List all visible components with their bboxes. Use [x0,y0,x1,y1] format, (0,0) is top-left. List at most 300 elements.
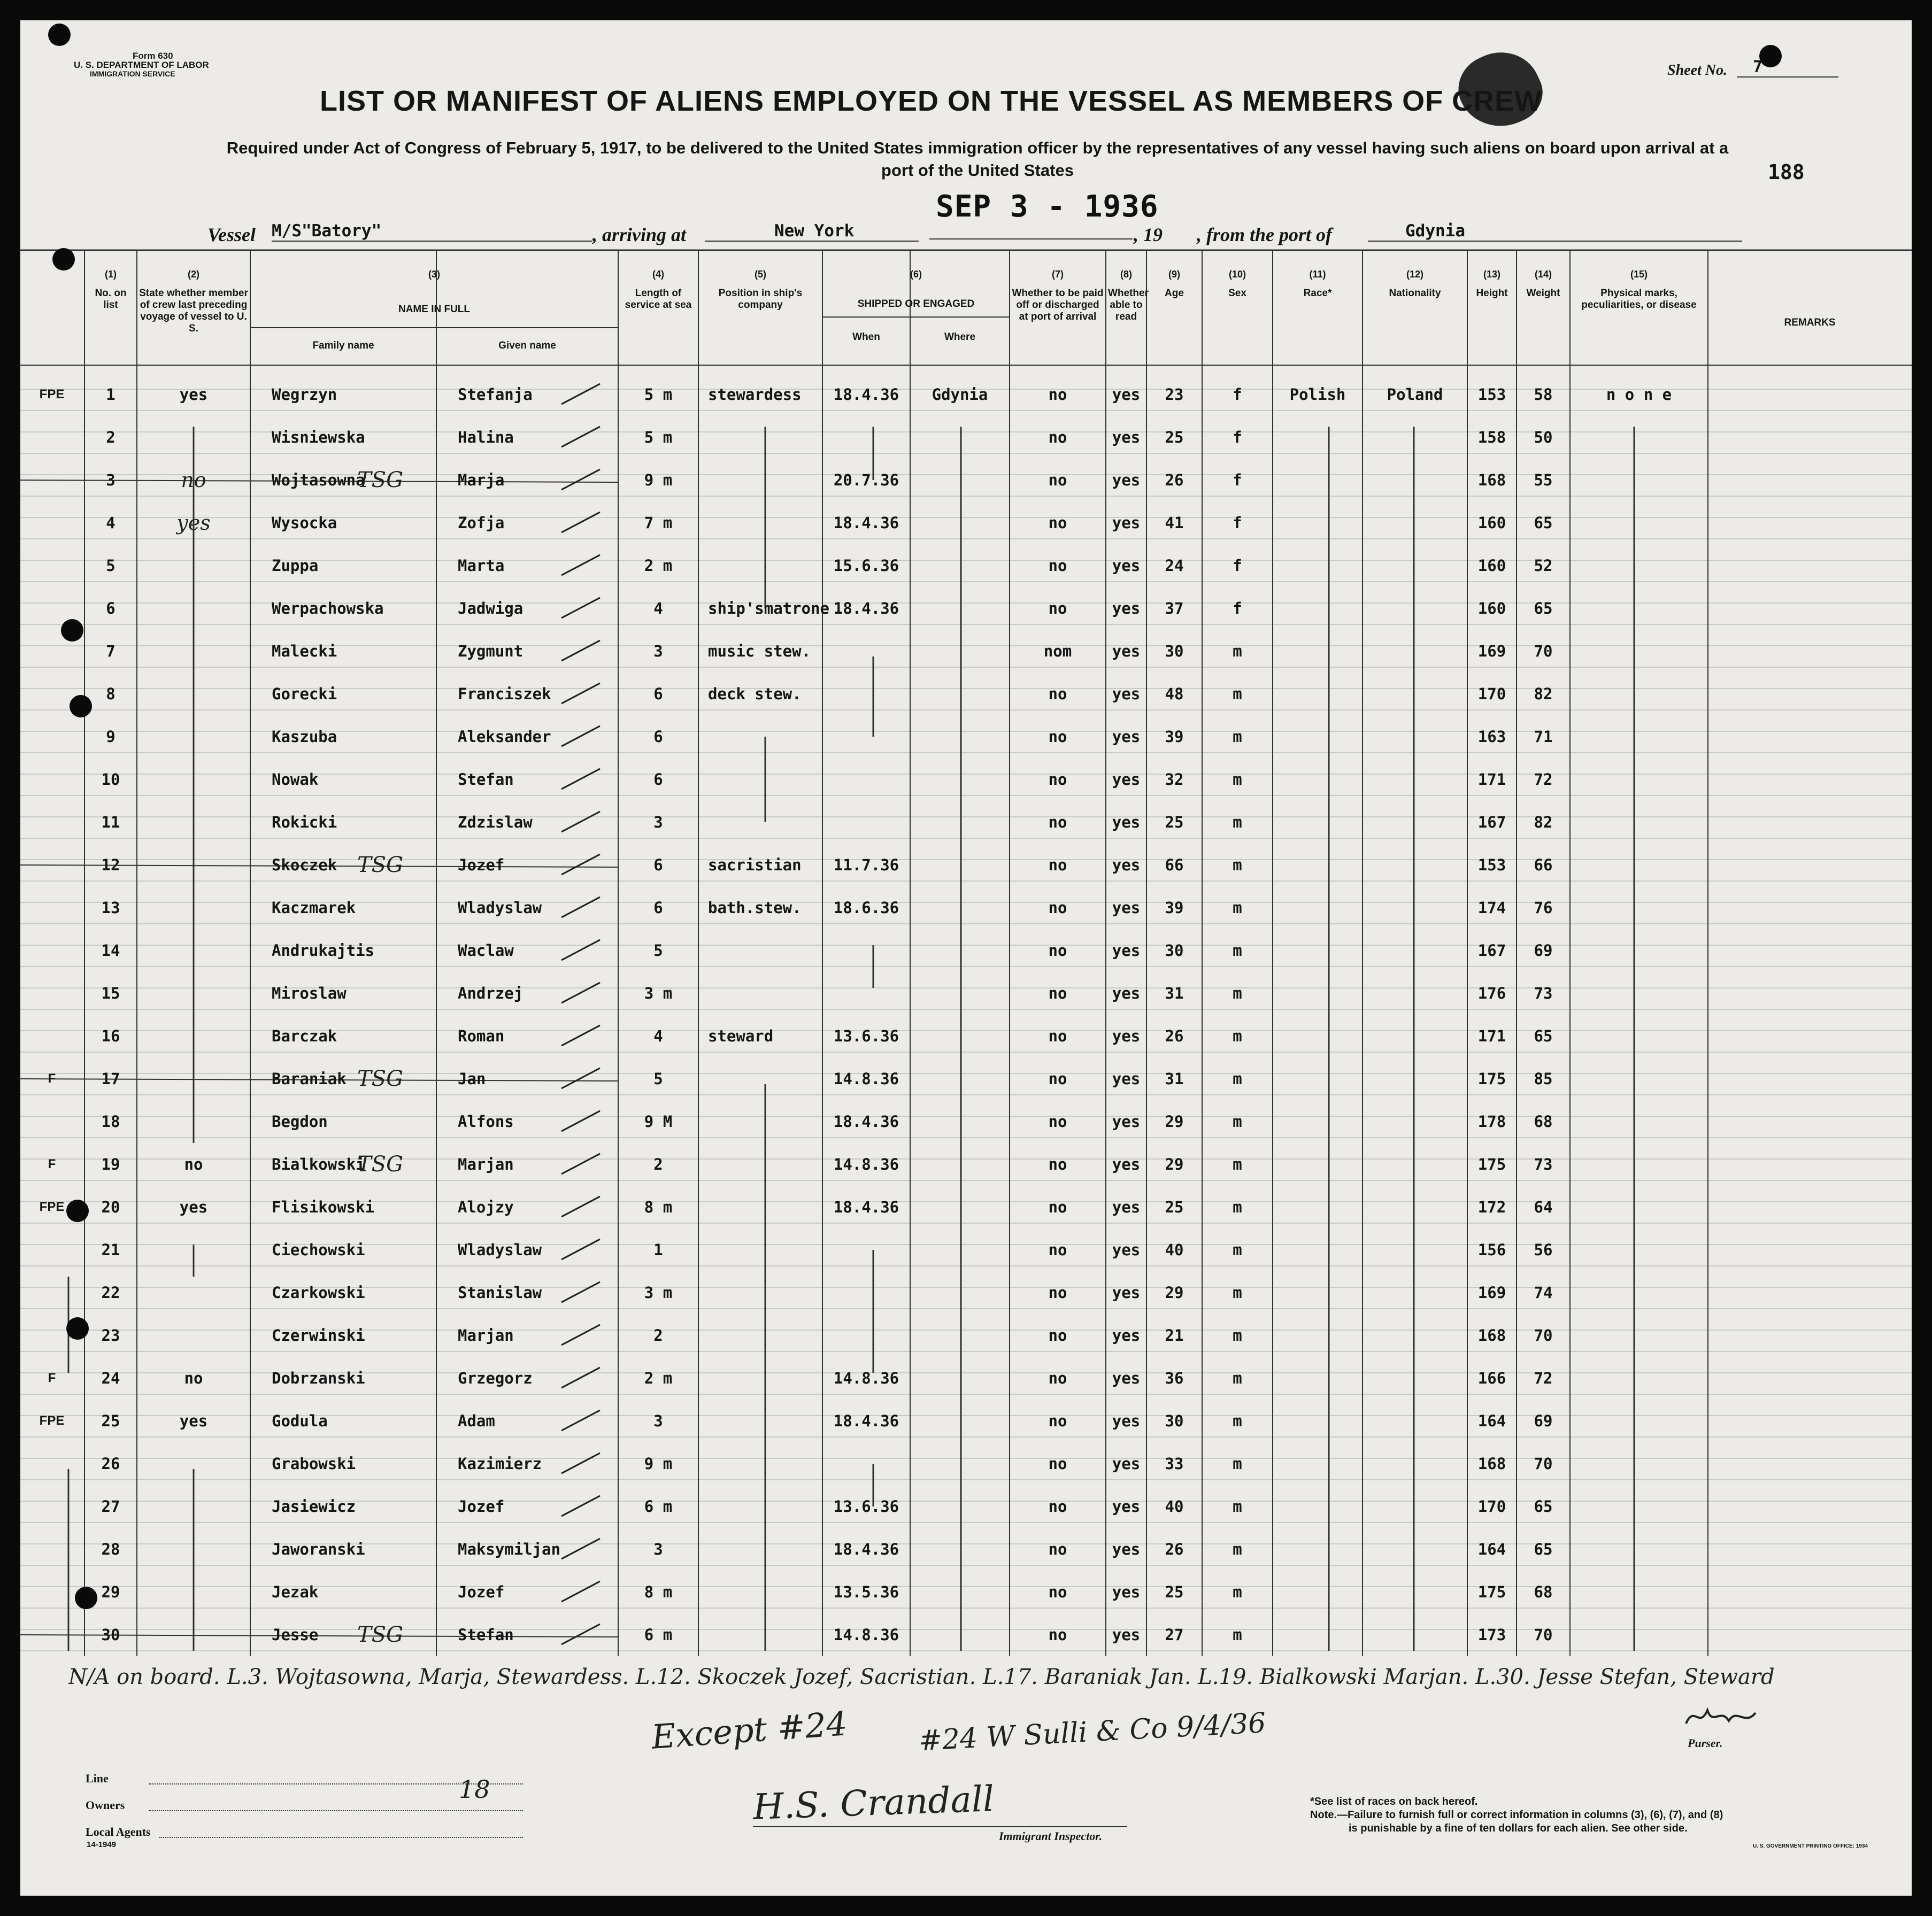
race [1273,886,1363,929]
check-mark [559,766,602,792]
race [1273,1442,1363,1485]
sex: m [1233,984,1242,1002]
punch-hole [52,248,75,271]
row-mark [20,1229,83,1271]
able-to-read: yes [1112,1112,1141,1131]
check-mark [559,1450,602,1477]
crew-previous-voyage [137,801,250,844]
weight: 69 [1534,1412,1553,1430]
table-row [20,1229,1912,1271]
sex: m [1233,856,1242,874]
nationality [1363,1528,1467,1571]
given-name: Marja [458,471,505,489]
sex: f [1233,557,1242,575]
able-to-read: yes [1112,471,1141,489]
family-name: Czarkowski [272,1284,365,1302]
row-mark [20,1271,83,1314]
age: 33 [1165,1455,1184,1473]
paid-off: no [1048,770,1067,789]
weight: 70 [1534,1326,1553,1345]
length-of-service: 9 M [644,1112,673,1131]
age: 26 [1165,1540,1184,1558]
race: Polish [1289,385,1346,404]
column-label: State whether member of crew last preceding voyage of vessel to U. S. [139,288,248,334]
check-mark [559,1150,602,1177]
shipped-where [910,1314,1010,1357]
shipped-where [910,758,1010,801]
shipped-when: 18.4.36 [833,1112,899,1131]
able-to-read: yes [1112,1455,1141,1473]
able-to-read: yes [1112,984,1141,1002]
crew-previous-voyage [137,1613,250,1656]
table-row [20,1143,1912,1186]
given-name: Stefan [458,770,514,789]
nationality [1363,1357,1467,1400]
length-of-service: 5 [653,941,663,960]
height: 160 [1477,599,1506,617]
race [1273,416,1363,459]
sex: m [1233,1155,1242,1173]
check-mark [559,1364,602,1391]
able-to-read: yes [1112,1027,1141,1045]
check-mark [559,381,602,407]
check-mark [559,1578,602,1605]
footnote-penalty-1: Note.—Failure to furnish full or correct information in columns (3), (6), (7), and (8) [1310,1809,1723,1821]
check-mark [559,894,602,921]
check-mark [559,466,602,493]
vessel-name: M/S"Batory" [272,221,592,242]
shipped-when [822,1314,910,1357]
column-number: (7) [1052,269,1064,280]
weight: 66 [1534,856,1553,874]
able-to-read: yes [1112,899,1141,917]
physical-marks [1570,587,1708,630]
nationality [1363,630,1467,673]
paid-off: no [1048,428,1067,446]
weight: 65 [1534,514,1553,532]
shipped-where [910,1271,1010,1314]
physical-marks [1570,1100,1708,1143]
length-of-service: 8 m [644,1198,673,1216]
nationality [1363,1400,1467,1442]
height: 160 [1477,514,1506,532]
age: 25 [1165,1583,1184,1601]
sex: m [1233,685,1242,703]
shipped-when [822,972,910,1015]
check-mark [559,851,602,878]
sex: m [1233,1241,1242,1259]
family-name: Czerwinski [272,1326,365,1345]
table-row [20,630,1912,673]
length-of-service: 8 m [644,1583,673,1601]
race [1273,758,1363,801]
race [1273,630,1363,673]
form-code: 14-1949 [87,1840,117,1849]
family-name: Flisikowski [272,1198,375,1216]
paid-off: no [1048,899,1067,917]
row-mark [20,1528,83,1571]
able-to-read: yes [1112,1155,1141,1173]
family-name: Jaworanski [272,1540,365,1558]
table-row [20,673,1912,715]
weight: 82 [1534,813,1553,831]
shipped-where [910,1528,1010,1571]
table-row [20,501,1912,544]
race [1273,1400,1363,1442]
page-number: 188 [1768,160,1805,184]
sex: m [1233,1455,1242,1473]
shipped-when [822,758,910,801]
weight: 64 [1534,1198,1553,1216]
age: 41 [1165,514,1184,532]
column-sublabel: When [852,331,880,343]
physical-marks [1570,1143,1708,1186]
column-number: (3) [428,269,440,280]
able-to-read: yes [1112,1412,1141,1430]
row-mark [20,1100,83,1143]
race [1273,1057,1363,1100]
length-of-service: 2 [653,1326,663,1345]
given-name: Jozef [458,856,505,874]
shipped-where [910,1143,1010,1186]
age: 25 [1165,1198,1184,1216]
local-agents-field [159,1837,523,1838]
given-name: Alfons [458,1112,514,1131]
row-number: 29 [101,1583,120,1601]
height: 175 [1477,1070,1506,1088]
column-number: (6) [910,269,922,280]
height: 160 [1477,557,1506,575]
weight: 74 [1534,1284,1553,1302]
row-mark: FPE [39,1413,65,1428]
check-mark [559,423,602,450]
age: 25 [1165,813,1184,831]
column-label: SHIPPED OR ENGAGED [857,298,975,310]
shipped-when: 11.7.36 [833,856,899,874]
row-number: 28 [101,1540,120,1558]
column-label: Race* [1303,288,1332,299]
nationality [1363,715,1467,758]
physical-marks [1570,501,1708,544]
position: steward [708,1027,774,1045]
physical-marks [1570,1400,1708,1442]
row-mark [20,1571,83,1613]
column-label: NAME IN FULL [398,304,471,315]
race [1273,1229,1363,1271]
check-mark [559,723,602,750]
able-to-read: yes [1112,1540,1141,1558]
height: 164 [1477,1540,1506,1558]
sex: m [1233,1326,1242,1345]
paid-off: no [1048,1583,1067,1601]
age: 29 [1165,1112,1184,1131]
handwritten-initials: TSG [357,468,404,492]
physical-marks [1570,929,1708,972]
row-number: 5 [106,557,116,575]
length-of-service: 6 m [644,1497,673,1516]
weight: 72 [1534,770,1553,789]
race [1273,1143,1363,1186]
row-mark [20,673,83,715]
table-row [20,1015,1912,1057]
family-name: Jesse [272,1626,319,1644]
weight: 55 [1534,471,1553,489]
table-row [20,972,1912,1015]
height: 167 [1477,941,1506,960]
given-name: Halina [458,428,514,446]
height: 170 [1477,685,1506,703]
weight: 50 [1534,428,1553,446]
nationality [1363,544,1467,587]
family-name: Kaczmarek [272,899,356,917]
weight: 70 [1534,642,1553,660]
table-row [20,1314,1912,1357]
table-row [20,459,1912,501]
family-name: Wysocka [272,514,337,532]
row-mark: FPE [39,387,65,401]
shipped-when: 13.6.36 [833,1027,899,1045]
table-row [20,1057,1912,1100]
sex: m [1233,1198,1242,1216]
shipped-where [910,1186,1010,1229]
column-number: (8) [1120,269,1132,280]
table-row [20,1271,1912,1314]
paid-off: no [1048,599,1067,617]
length-of-service: 3 [653,1540,663,1558]
height: 163 [1477,728,1506,746]
shipped-when: 18.4.36 [833,514,899,532]
row-number: 24 [101,1369,120,1387]
age: 40 [1165,1497,1184,1516]
shipped-when: 14.8.36 [833,1626,899,1644]
table-row [20,886,1912,929]
row-number: 1 [106,385,116,404]
height: 166 [1477,1369,1506,1387]
check-mark [559,1065,602,1092]
department: U. S. DEPARTMENT OF LABOR [74,60,209,70]
line-field [149,1783,523,1784]
age: 27 [1165,1626,1184,1644]
row-mark [20,844,83,886]
row-number: 10 [101,770,120,789]
handwritten-initials: TSG [357,853,404,877]
row-mark [20,758,83,801]
nationality [1363,1015,1467,1057]
footnotes [1310,1795,1723,1835]
physical-marks [1570,544,1708,587]
crew-previous-voyage: no [184,1369,203,1387]
table-row [20,758,1912,801]
column-number: (12) [1406,269,1423,280]
sex: m [1233,1369,1242,1387]
length-of-service: 3 m [644,984,673,1002]
crew-previous-voyage [137,1271,250,1314]
handwritten-initials: TSG [357,1623,404,1647]
able-to-read: yes [1112,813,1141,831]
position: music stew. [708,642,811,660]
race [1273,1485,1363,1528]
row-number: 11 [101,813,120,831]
physical-marks [1570,1528,1708,1571]
physical-marks [1570,416,1708,459]
row-mark: F [48,1371,56,1385]
physical-marks [1570,1314,1708,1357]
nationality [1363,929,1467,972]
table-row [20,1357,1912,1400]
shipped-where [910,972,1010,1015]
shipped-where [910,587,1010,630]
shipped-where [910,459,1010,501]
given-name: Waclaw [458,941,514,960]
able-to-read: yes [1112,1241,1141,1259]
nationality [1363,1057,1467,1100]
family-name: Werpachowska [272,599,384,617]
crew-previous-voyage [137,1485,250,1528]
nationality [1363,416,1467,459]
paid-off: no [1048,514,1067,532]
row-mark [20,501,83,544]
length-of-service: 2 [653,1155,663,1173]
weight: 73 [1534,984,1553,1002]
row-number: 19 [101,1155,120,1173]
column-label: Whether to be paid off or discharged at port of arrival [1012,288,1104,322]
length-of-service: 1 [653,1241,663,1259]
paid-off: no [1048,1241,1067,1259]
physical-marks [1570,1442,1708,1485]
sex: f [1233,428,1242,446]
given-name: Stefan [458,1626,514,1644]
sex: m [1233,1027,1242,1045]
height: 178 [1477,1112,1506,1131]
row-mark: FPE [39,1200,65,1214]
punch-hole [48,24,71,46]
row-number: 21 [101,1241,120,1259]
given-name: Alojzy [458,1198,514,1216]
paid-off: no [1048,685,1067,703]
row-mark [20,416,83,459]
column-label: No. on list [95,288,127,311]
shipped-when [822,715,910,758]
check-mark [559,1279,602,1305]
arriving-label: , arriving at [592,224,687,245]
inspector-label: Immigrant Inspector. [999,1829,1103,1843]
able-to-read: yes [1112,941,1141,960]
weight: 68 [1534,1112,1553,1131]
row-number: 12 [101,856,120,874]
nationality [1363,1271,1467,1314]
given-name: Zdzislaw [458,813,533,831]
sex: m [1233,1583,1242,1601]
row-number: 9 [106,728,116,746]
height: 175 [1477,1155,1506,1173]
length-of-service: 4 [653,599,663,617]
height: 167 [1477,813,1506,831]
purser-label: Purser. [1688,1736,1723,1750]
family-name: Rokicki [272,813,337,831]
inspector-line [753,1826,1127,1827]
sex: f [1233,599,1242,617]
table-row [20,416,1912,459]
owners-mark: 18 [459,1775,490,1804]
able-to-read: yes [1112,1284,1141,1302]
able-to-read: yes [1112,856,1141,874]
height: 153 [1477,856,1506,874]
row-number: 17 [101,1070,120,1088]
height: 174 [1477,899,1506,917]
family-name: Jezak [272,1583,319,1601]
shipped-when: 14.8.36 [833,1155,899,1173]
family-name: Baraniak [272,1070,347,1088]
nationality [1363,587,1467,630]
given-name: Wladyslaw [458,1241,542,1259]
table-row [20,1485,1912,1528]
shipped-where [910,715,1010,758]
shipped-where [910,501,1010,544]
crew-previous-voyage: no [181,468,206,492]
manifest-sheet [20,20,1912,1896]
crew-previous-voyage: yes [176,511,211,535]
paid-off: no [1048,1070,1067,1088]
sex: f [1233,385,1242,404]
column-number: (15) [1630,269,1648,280]
physical-marks [1570,1357,1708,1400]
column-sublabel: Where [944,331,976,343]
crew-previous-voyage [137,1314,250,1357]
column-number: (13) [1483,269,1500,280]
line-label: Line [86,1772,109,1785]
check-mark [559,979,602,1006]
given-name: Jadwiga [458,599,524,617]
race [1273,1100,1363,1143]
paid-off: no [1048,1455,1067,1473]
check-mark [559,937,602,963]
shipped-where [910,1357,1010,1400]
age: 23 [1165,385,1184,404]
position: deck stew. [708,685,802,703]
age: 29 [1165,1284,1184,1302]
length-of-service: 5 m [644,385,673,404]
not-on-board-note: N/A on board. L.3. Wojtasowna, Marja, Stewardess. L.12. Skoczek Jozef, Sacristian. L.17. Baraniak Jan. L.19. Bialkowski Marjan. L.30. Jesse Stefan, Steward [68,1665,1775,1689]
row-number: 18 [101,1112,120,1131]
vessel-label: Vessel [207,224,256,245]
paid-off: nom [1043,642,1072,660]
sex: m [1233,1412,1242,1430]
inspector-signature: H.S. Crandall [752,1778,995,1828]
except-reference: #24 W Sulli & Co 9/4/36 [918,1707,1267,1757]
family-name: Wegrzyn [272,385,337,404]
check-mark [559,680,602,707]
paid-off: no [1048,813,1067,831]
length-of-service: 6 [653,770,663,789]
shipped-when: 13.6.36 [833,1497,899,1516]
check-mark [559,1322,602,1348]
physical-marks [1570,673,1708,715]
check-mark [559,1493,602,1519]
given-name: Wladyslaw [458,899,542,917]
paid-off: no [1048,1284,1067,1302]
shipped-when: 18.4.36 [833,1412,899,1430]
column-number: (4) [652,269,664,280]
row-number: 14 [101,941,120,960]
crew-previous-voyage: yes [179,1198,208,1216]
age: 48 [1165,685,1184,703]
row-number: 13 [101,899,120,917]
purser-scribble [1683,1702,1758,1734]
shipped-when [822,801,910,844]
age: 26 [1165,1027,1184,1045]
race [1273,1528,1363,1571]
family-name: Wisniewska [272,428,365,446]
